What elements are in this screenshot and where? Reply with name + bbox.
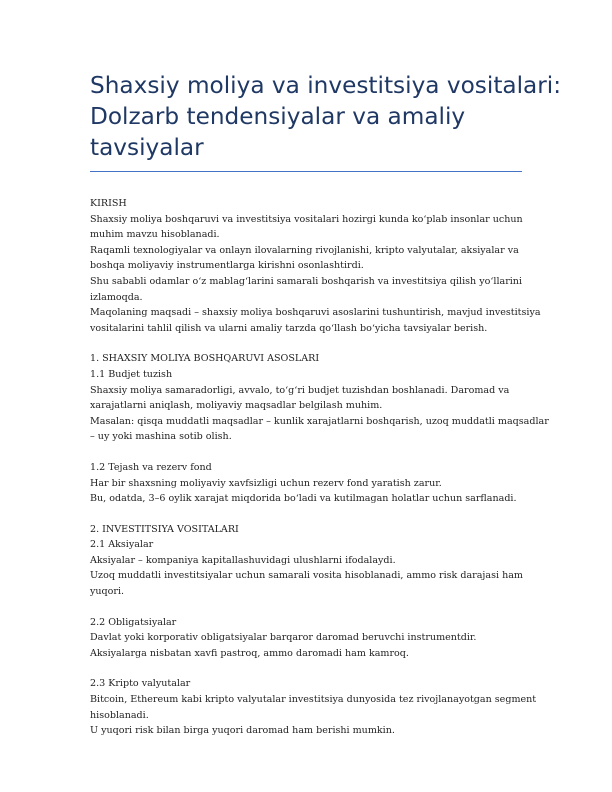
- section-investment-tools: [90, 522, 522, 600]
- title-line: Dolzarb tendensiyalar va amaliy: [90, 103, 466, 130]
- text-line: Shaxsiy moliya boshqaruvi va investitsiya vositalari hozirgi kunda ko‘plab insonlar uchun: [90, 213, 523, 225]
- text-line: Davlat yoki korporativ obligatsiyalar barqaror daromad beruvchi instrumentdir.: [90, 632, 477, 644]
- text-line: muhim mavzu hisoblanadi.: [90, 229, 220, 241]
- text-line: izlamoqda.: [90, 291, 143, 303]
- paragraph-gap: [90, 336, 522, 351]
- text-line: Shaxsiy moliya samaradorligi, avvalo, to‘g‘ri budjet tuzishdan boshlanadi. Daromad va: [90, 384, 510, 396]
- text-line: yuqori.: [90, 586, 125, 598]
- text-line: boshqa moliyaviy instrumentlarga kirishni osonlashtirdi.: [90, 260, 364, 272]
- text-line: Maqolaning maqsadi – shaxsiy moliya boshqaruvi asoslarini tushuntirish, mavjud investitsiya: [90, 307, 541, 319]
- text-line: Har bir shaxsning moliyaviy xavfsizligi uchun rezerv fond yaratish zarur.: [90, 477, 442, 489]
- text-line: Aksiyalar – kompaniya kapitallashuvidagi ulushlarni ifodalaydi.: [90, 554, 396, 566]
- text-line: hisoblanadi.: [90, 709, 149, 721]
- paragraph-gap: [90, 445, 522, 460]
- subsection-heading: 2.3 Kripto valyutalar: [90, 678, 191, 690]
- section-bonds: [90, 615, 522, 662]
- text-line: Aksiyalarga nisbatan xavfi pastroq, ammo daromadi ham kamroq.: [90, 647, 409, 659]
- section-personal-finance: [90, 351, 549, 445]
- subsection-heading: 2.1 Aksiyalar: [90, 539, 154, 551]
- title-line: tavsiyalar: [90, 134, 204, 161]
- subsection-heading: 2.2 Obligatsiyalar: [90, 616, 177, 628]
- page-title: [90, 70, 562, 163]
- text-line: U yuqori risk bilan birga yuqori daromad ham berishi mumkin.: [90, 725, 395, 737]
- text-line: Masalan: qisqa muddatli maqsadlar – kunlik xarajatlarni boshqarish, uzoq muddatli maqsadlar: [90, 415, 549, 427]
- paragraph-gap: [90, 661, 522, 676]
- section-heading: KIRISH: [90, 198, 127, 209]
- paragraph-gap: [90, 507, 522, 522]
- section-savings: [90, 460, 522, 507]
- section-heading: 1. SHAXSIY MOLIYA BOSHQARUVI ASOSLARI: [90, 353, 320, 365]
- text-line: Raqamli texnologiyalar va onlayn ilovalarning rivojlanishi, kripto valyutalar, aksiyalar va: [90, 244, 519, 256]
- text-line: Bu, odatda, 3–6 oylik xarajat miqdorida bo‘ladi va kutilmagan holatlar uchun sarflanadi.: [90, 493, 517, 505]
- section-crypto: [90, 676, 537, 738]
- title-line: Shaxsiy moliya va investitsiya vositalari:: [90, 72, 562, 99]
- text-line: Uzoq muddatli investitsiyalar uchun samarali vosita hisoblanadi, ammo risk darajasi ham: [90, 570, 523, 582]
- section-heading: 2. INVESTITSIYA VOSITALARI: [90, 523, 239, 535]
- paragraph-gap: [90, 600, 522, 615]
- document-body: [90, 196, 549, 739]
- text-line: vositalarini tahlil qilish va ularni amaliy tarzda qo‘llash bo‘yicha tavsiyalar berish.: [90, 322, 488, 334]
- text-line: Shu sababli odamlar o‘z mablag‘larini samarali boshqarish va investitsiya qilish yo‘llarini: [90, 275, 523, 287]
- subsection-heading: 1.1 Budjet tuzish: [90, 368, 173, 380]
- text-line: Bitcoin, Ethereum kabi kripto valyutalar investitsiya dunyosida tez rivojlanayotgan segment: [90, 694, 537, 706]
- text-line: xarajatlarni aniqlash, moliyaviy maqsadlar belgilash muhim.: [90, 400, 383, 412]
- title-divider: [90, 171, 522, 172]
- text-line: – uy yoki mashina sotib olish.: [90, 431, 232, 443]
- section-introduction: [90, 196, 541, 336]
- subsection-heading: 1.2 Tejash va rezerv fond: [90, 461, 212, 473]
